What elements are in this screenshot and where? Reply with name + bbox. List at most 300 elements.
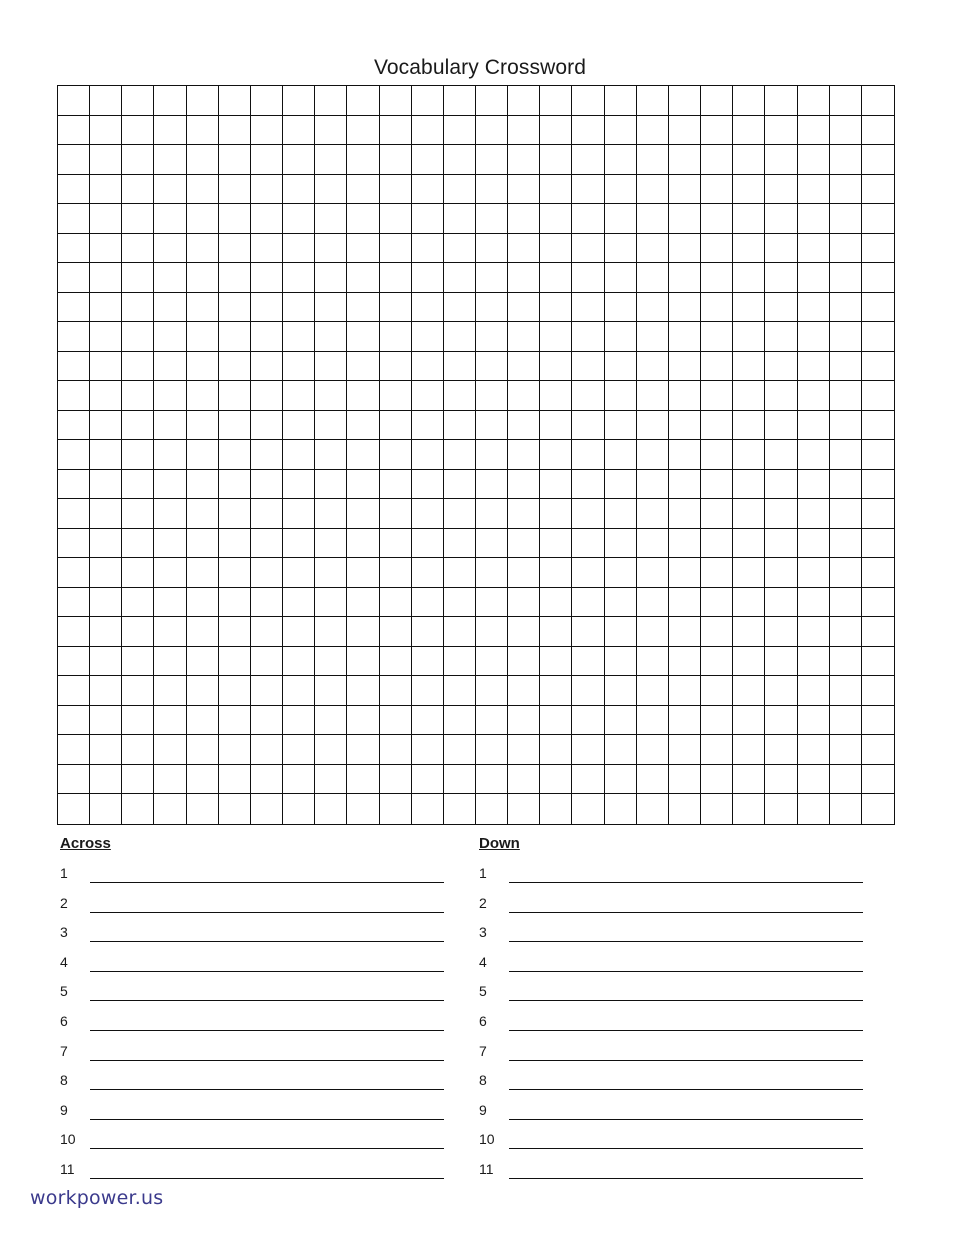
grid-cell[interactable]	[701, 617, 733, 647]
grid-cell[interactable]	[122, 175, 154, 205]
grid-cell[interactable]	[122, 411, 154, 441]
grid-cell[interactable]	[862, 381, 894, 411]
grid-cell[interactable]	[508, 706, 540, 736]
grid-cell[interactable]	[733, 293, 765, 323]
grid-cell[interactable]	[637, 322, 669, 352]
grid-cell[interactable]	[122, 499, 154, 529]
grid-cell[interactable]	[669, 263, 701, 293]
grid-cell[interactable]	[90, 529, 122, 559]
grid-cell[interactable]	[798, 116, 830, 146]
grid-cell[interactable]	[380, 116, 412, 146]
grid-cell[interactable]	[765, 706, 797, 736]
grid-cell[interactable]	[58, 706, 90, 736]
grid-cell[interactable]	[315, 234, 347, 264]
grid-cell[interactable]	[283, 204, 315, 234]
grid-cell[interactable]	[830, 499, 862, 529]
grid-cell[interactable]	[765, 293, 797, 323]
grid-cell[interactable]	[187, 263, 219, 293]
grid-cell[interactable]	[701, 145, 733, 175]
grid-cell[interactable]	[508, 411, 540, 441]
grid-cell[interactable]	[90, 86, 122, 116]
grid-cell[interactable]	[154, 765, 186, 795]
grid-cell[interactable]	[58, 529, 90, 559]
grid-cell[interactable]	[154, 352, 186, 382]
grid-cell[interactable]	[605, 86, 637, 116]
grid-cell[interactable]	[733, 175, 765, 205]
grid-cell[interactable]	[122, 588, 154, 618]
grid-cell[interactable]	[605, 234, 637, 264]
grid-cell[interactable]	[572, 558, 604, 588]
grid-cell[interactable]	[701, 293, 733, 323]
grid-cell[interactable]	[122, 234, 154, 264]
grid-cell[interactable]	[701, 735, 733, 765]
grid-cell[interactable]	[283, 86, 315, 116]
grid-cell[interactable]	[508, 794, 540, 824]
grid-cell[interactable]	[765, 440, 797, 470]
grid-cell[interactable]	[830, 440, 862, 470]
grid-cell[interactable]	[476, 411, 508, 441]
grid-cell[interactable]	[572, 470, 604, 500]
grid-cell[interactable]	[669, 647, 701, 677]
grid-cell[interactable]	[380, 234, 412, 264]
grid-cell[interactable]	[540, 204, 572, 234]
grid-cell[interactable]	[540, 617, 572, 647]
grid-cell[interactable]	[862, 440, 894, 470]
grid-cell[interactable]	[58, 588, 90, 618]
grid-cell[interactable]	[798, 86, 830, 116]
grid-cell[interactable]	[476, 647, 508, 677]
grid-cell[interactable]	[58, 676, 90, 706]
grid-cell[interactable]	[798, 204, 830, 234]
grid-cell[interactable]	[862, 86, 894, 116]
grid-cell[interactable]	[733, 86, 765, 116]
grid-cell[interactable]	[765, 234, 797, 264]
grid-cell[interactable]	[733, 352, 765, 382]
grid-cell[interactable]	[187, 588, 219, 618]
grid-cell[interactable]	[347, 116, 379, 146]
grid-cell[interactable]	[315, 440, 347, 470]
across-answer-line[interactable]	[90, 941, 444, 942]
grid-cell[interactable]	[830, 794, 862, 824]
grid-cell[interactable]	[187, 558, 219, 588]
grid-cell[interactable]	[122, 145, 154, 175]
across-answer-line[interactable]	[90, 971, 444, 972]
grid-cell[interactable]	[637, 116, 669, 146]
grid-cell[interactable]	[347, 263, 379, 293]
grid-cell[interactable]	[669, 558, 701, 588]
grid-cell[interactable]	[90, 204, 122, 234]
grid-cell[interactable]	[219, 411, 251, 441]
grid-cell[interactable]	[540, 234, 572, 264]
grid-cell[interactable]	[830, 145, 862, 175]
grid-cell[interactable]	[380, 794, 412, 824]
grid-cell[interactable]	[733, 234, 765, 264]
grid-cell[interactable]	[669, 145, 701, 175]
grid-cell[interactable]	[380, 499, 412, 529]
grid-cell[interactable]	[508, 145, 540, 175]
grid-cell[interactable]	[476, 499, 508, 529]
grid-cell[interactable]	[669, 234, 701, 264]
grid-cell[interactable]	[605, 116, 637, 146]
grid-cell[interactable]	[508, 440, 540, 470]
grid-cell[interactable]	[765, 145, 797, 175]
grid-cell[interactable]	[444, 794, 476, 824]
grid-cell[interactable]	[187, 145, 219, 175]
grid-cell[interactable]	[444, 499, 476, 529]
grid-cell[interactable]	[315, 145, 347, 175]
down-answer-line[interactable]	[509, 1060, 863, 1061]
grid-cell[interactable]	[412, 381, 444, 411]
grid-cell[interactable]	[251, 440, 283, 470]
grid-cell[interactable]	[765, 617, 797, 647]
grid-cell[interactable]	[798, 676, 830, 706]
grid-cell[interactable]	[701, 499, 733, 529]
grid-cell[interactable]	[476, 588, 508, 618]
grid-cell[interactable]	[58, 234, 90, 264]
grid-cell[interactable]	[380, 175, 412, 205]
grid-cell[interactable]	[380, 263, 412, 293]
grid-cell[interactable]	[862, 499, 894, 529]
grid-cell[interactable]	[58, 499, 90, 529]
grid-cell[interactable]	[251, 263, 283, 293]
grid-cell[interactable]	[540, 322, 572, 352]
grid-cell[interactable]	[605, 470, 637, 500]
grid-cell[interactable]	[315, 765, 347, 795]
grid-cell[interactable]	[830, 706, 862, 736]
grid-cell[interactable]	[733, 116, 765, 146]
grid-cell[interactable]	[572, 765, 604, 795]
grid-cell[interactable]	[412, 352, 444, 382]
grid-cell[interactable]	[669, 617, 701, 647]
grid-cell[interactable]	[90, 145, 122, 175]
grid-cell[interactable]	[476, 322, 508, 352]
grid-cell[interactable]	[798, 765, 830, 795]
grid-cell[interactable]	[605, 145, 637, 175]
grid-cell[interactable]	[154, 558, 186, 588]
grid-cell[interactable]	[476, 765, 508, 795]
grid-cell[interactable]	[830, 86, 862, 116]
grid-cell[interactable]	[605, 352, 637, 382]
grid-cell[interactable]	[154, 735, 186, 765]
grid-cell[interactable]	[830, 411, 862, 441]
grid-cell[interactable]	[90, 381, 122, 411]
grid-cell[interactable]	[380, 676, 412, 706]
grid-cell[interactable]	[315, 86, 347, 116]
grid-cell[interactable]	[798, 440, 830, 470]
across-answer-line[interactable]	[90, 912, 444, 913]
grid-cell[interactable]	[572, 145, 604, 175]
grid-cell[interactable]	[347, 735, 379, 765]
grid-cell[interactable]	[540, 558, 572, 588]
grid-cell[interactable]	[605, 322, 637, 352]
grid-cell[interactable]	[283, 470, 315, 500]
grid-cell[interactable]	[572, 352, 604, 382]
grid-cell[interactable]	[154, 86, 186, 116]
grid-cell[interactable]	[122, 735, 154, 765]
grid-cell[interactable]	[412, 234, 444, 264]
grid-cell[interactable]	[798, 322, 830, 352]
grid-cell[interactable]	[830, 352, 862, 382]
grid-cell[interactable]	[380, 706, 412, 736]
grid-cell[interactable]	[347, 352, 379, 382]
down-answer-line[interactable]	[509, 1000, 863, 1001]
grid-cell[interactable]	[830, 558, 862, 588]
grid-cell[interactable]	[347, 470, 379, 500]
grid-cell[interactable]	[508, 204, 540, 234]
grid-cell[interactable]	[315, 529, 347, 559]
grid-cell[interactable]	[572, 676, 604, 706]
grid-cell[interactable]	[765, 381, 797, 411]
grid-cell[interactable]	[637, 175, 669, 205]
grid-cell[interactable]	[283, 647, 315, 677]
grid-cell[interactable]	[315, 647, 347, 677]
grid-cell[interactable]	[412, 765, 444, 795]
grid-cell[interactable]	[637, 352, 669, 382]
grid-cell[interactable]	[733, 322, 765, 352]
grid-cell[interactable]	[862, 647, 894, 677]
grid-cell[interactable]	[572, 322, 604, 352]
grid-cell[interactable]	[765, 470, 797, 500]
grid-cell[interactable]	[154, 676, 186, 706]
grid-cell[interactable]	[347, 440, 379, 470]
grid-cell[interactable]	[830, 617, 862, 647]
grid-cell[interactable]	[380, 440, 412, 470]
grid-cell[interactable]	[90, 470, 122, 500]
grid-cell[interactable]	[637, 706, 669, 736]
grid-cell[interactable]	[283, 116, 315, 146]
grid-cell[interactable]	[701, 322, 733, 352]
grid-cell[interactable]	[90, 175, 122, 205]
grid-cell[interactable]	[733, 617, 765, 647]
grid-cell[interactable]	[733, 263, 765, 293]
grid-cell[interactable]	[540, 352, 572, 382]
across-answer-line[interactable]	[90, 1000, 444, 1001]
grid-cell[interactable]	[862, 588, 894, 618]
grid-cell[interactable]	[154, 794, 186, 824]
grid-cell[interactable]	[58, 470, 90, 500]
grid-cell[interactable]	[830, 116, 862, 146]
grid-cell[interactable]	[765, 411, 797, 441]
grid-cell[interactable]	[122, 322, 154, 352]
grid-cell[interactable]	[444, 529, 476, 559]
grid-cell[interactable]	[412, 499, 444, 529]
grid-cell[interactable]	[283, 293, 315, 323]
grid-cell[interactable]	[219, 588, 251, 618]
grid-cell[interactable]	[251, 352, 283, 382]
grid-cell[interactable]	[380, 322, 412, 352]
grid-cell[interactable]	[251, 706, 283, 736]
grid-cell[interactable]	[669, 116, 701, 146]
grid-cell[interactable]	[476, 381, 508, 411]
grid-cell[interactable]	[476, 706, 508, 736]
grid-cell[interactable]	[283, 499, 315, 529]
grid-cell[interactable]	[315, 175, 347, 205]
grid-cell[interactable]	[862, 558, 894, 588]
grid-cell[interactable]	[187, 234, 219, 264]
grid-cell[interactable]	[122, 293, 154, 323]
grid-cell[interactable]	[476, 263, 508, 293]
grid-cell[interactable]	[219, 86, 251, 116]
grid-cell[interactable]	[765, 86, 797, 116]
across-answer-line[interactable]	[90, 1148, 444, 1149]
grid-cell[interactable]	[283, 765, 315, 795]
grid-cell[interactable]	[90, 499, 122, 529]
grid-cell[interactable]	[187, 293, 219, 323]
grid-cell[interactable]	[637, 558, 669, 588]
grid-cell[interactable]	[444, 322, 476, 352]
grid-cell[interactable]	[347, 293, 379, 323]
grid-cell[interactable]	[765, 765, 797, 795]
grid-cell[interactable]	[508, 86, 540, 116]
grid-cell[interactable]	[830, 588, 862, 618]
grid-cell[interactable]	[315, 352, 347, 382]
grid-cell[interactable]	[283, 381, 315, 411]
grid-cell[interactable]	[58, 411, 90, 441]
grid-cell[interactable]	[540, 175, 572, 205]
grid-cell[interactable]	[219, 529, 251, 559]
grid-cell[interactable]	[605, 381, 637, 411]
grid-cell[interactable]	[347, 706, 379, 736]
grid-cell[interactable]	[765, 322, 797, 352]
grid-cell[interactable]	[347, 617, 379, 647]
grid-cell[interactable]	[476, 470, 508, 500]
grid-cell[interactable]	[830, 470, 862, 500]
grid-cell[interactable]	[862, 735, 894, 765]
grid-cell[interactable]	[540, 411, 572, 441]
grid-cell[interactable]	[637, 617, 669, 647]
grid-cell[interactable]	[58, 617, 90, 647]
grid-cell[interactable]	[283, 617, 315, 647]
grid-cell[interactable]	[572, 204, 604, 234]
grid-cell[interactable]	[251, 499, 283, 529]
grid-cell[interactable]	[122, 263, 154, 293]
grid-cell[interactable]	[90, 617, 122, 647]
grid-cell[interactable]	[283, 234, 315, 264]
grid-cell[interactable]	[508, 381, 540, 411]
grid-cell[interactable]	[219, 263, 251, 293]
grid-cell[interactable]	[315, 558, 347, 588]
grid-cell[interactable]	[572, 86, 604, 116]
grid-cell[interactable]	[154, 706, 186, 736]
grid-cell[interactable]	[765, 735, 797, 765]
grid-cell[interactable]	[701, 647, 733, 677]
grid-cell[interactable]	[830, 322, 862, 352]
grid-cell[interactable]	[637, 765, 669, 795]
grid-cell[interactable]	[251, 411, 283, 441]
grid-cell[interactable]	[476, 617, 508, 647]
grid-cell[interactable]	[540, 86, 572, 116]
grid-cell[interactable]	[154, 470, 186, 500]
grid-cell[interactable]	[701, 175, 733, 205]
grid-cell[interactable]	[540, 706, 572, 736]
grid-cell[interactable]	[154, 293, 186, 323]
grid-cell[interactable]	[476, 735, 508, 765]
grid-cell[interactable]	[830, 204, 862, 234]
grid-cell[interactable]	[733, 204, 765, 234]
grid-cell[interactable]	[219, 145, 251, 175]
down-answer-line[interactable]	[509, 1030, 863, 1031]
grid-cell[interactable]	[637, 470, 669, 500]
grid-cell[interactable]	[862, 322, 894, 352]
grid-cell[interactable]	[380, 647, 412, 677]
grid-cell[interactable]	[347, 558, 379, 588]
grid-cell[interactable]	[154, 529, 186, 559]
grid-cell[interactable]	[154, 263, 186, 293]
grid-cell[interactable]	[605, 440, 637, 470]
grid-cell[interactable]	[122, 558, 154, 588]
grid-cell[interactable]	[219, 558, 251, 588]
grid-cell[interactable]	[251, 381, 283, 411]
grid-cell[interactable]	[637, 735, 669, 765]
grid-cell[interactable]	[733, 381, 765, 411]
grid-cell[interactable]	[798, 499, 830, 529]
grid-cell[interactable]	[862, 470, 894, 500]
grid-cell[interactable]	[572, 263, 604, 293]
grid-cell[interactable]	[251, 234, 283, 264]
grid-cell[interactable]	[251, 617, 283, 647]
grid-cell[interactable]	[765, 794, 797, 824]
grid-cell[interactable]	[154, 322, 186, 352]
grid-cell[interactable]	[476, 234, 508, 264]
grid-cell[interactable]	[315, 381, 347, 411]
grid-cell[interactable]	[380, 529, 412, 559]
grid-cell[interactable]	[830, 735, 862, 765]
grid-cell[interactable]	[540, 440, 572, 470]
grid-cell[interactable]	[508, 352, 540, 382]
grid-cell[interactable]	[444, 676, 476, 706]
down-answer-line[interactable]	[509, 1178, 863, 1179]
grid-cell[interactable]	[380, 352, 412, 382]
grid-cell[interactable]	[637, 204, 669, 234]
grid-cell[interactable]	[58, 263, 90, 293]
grid-cell[interactable]	[862, 411, 894, 441]
grid-cell[interactable]	[122, 706, 154, 736]
grid-cell[interactable]	[58, 86, 90, 116]
grid-cell[interactable]	[508, 116, 540, 146]
grid-cell[interactable]	[154, 381, 186, 411]
grid-cell[interactable]	[154, 647, 186, 677]
grid-cell[interactable]	[798, 293, 830, 323]
grid-cell[interactable]	[572, 411, 604, 441]
grid-cell[interactable]	[862, 175, 894, 205]
grid-cell[interactable]	[347, 529, 379, 559]
grid-cell[interactable]	[187, 499, 219, 529]
grid-cell[interactable]	[283, 676, 315, 706]
grid-cell[interactable]	[187, 411, 219, 441]
grid-cell[interactable]	[862, 204, 894, 234]
grid-cell[interactable]	[862, 263, 894, 293]
grid-cell[interactable]	[90, 293, 122, 323]
grid-cell[interactable]	[347, 381, 379, 411]
grid-cell[interactable]	[540, 529, 572, 559]
grid-cell[interactable]	[412, 116, 444, 146]
grid-cell[interactable]	[733, 647, 765, 677]
grid-cell[interactable]	[669, 204, 701, 234]
grid-cell[interactable]	[508, 588, 540, 618]
grid-cell[interactable]	[283, 322, 315, 352]
grid-cell[interactable]	[412, 470, 444, 500]
grid-cell[interactable]	[187, 765, 219, 795]
grid-cell[interactable]	[830, 529, 862, 559]
grid-cell[interactable]	[508, 263, 540, 293]
grid-cell[interactable]	[315, 735, 347, 765]
grid-cell[interactable]	[444, 647, 476, 677]
grid-cell[interactable]	[283, 411, 315, 441]
grid-cell[interactable]	[669, 765, 701, 795]
grid-cell[interactable]	[444, 116, 476, 146]
grid-cell[interactable]	[476, 352, 508, 382]
grid-cell[interactable]	[187, 116, 219, 146]
